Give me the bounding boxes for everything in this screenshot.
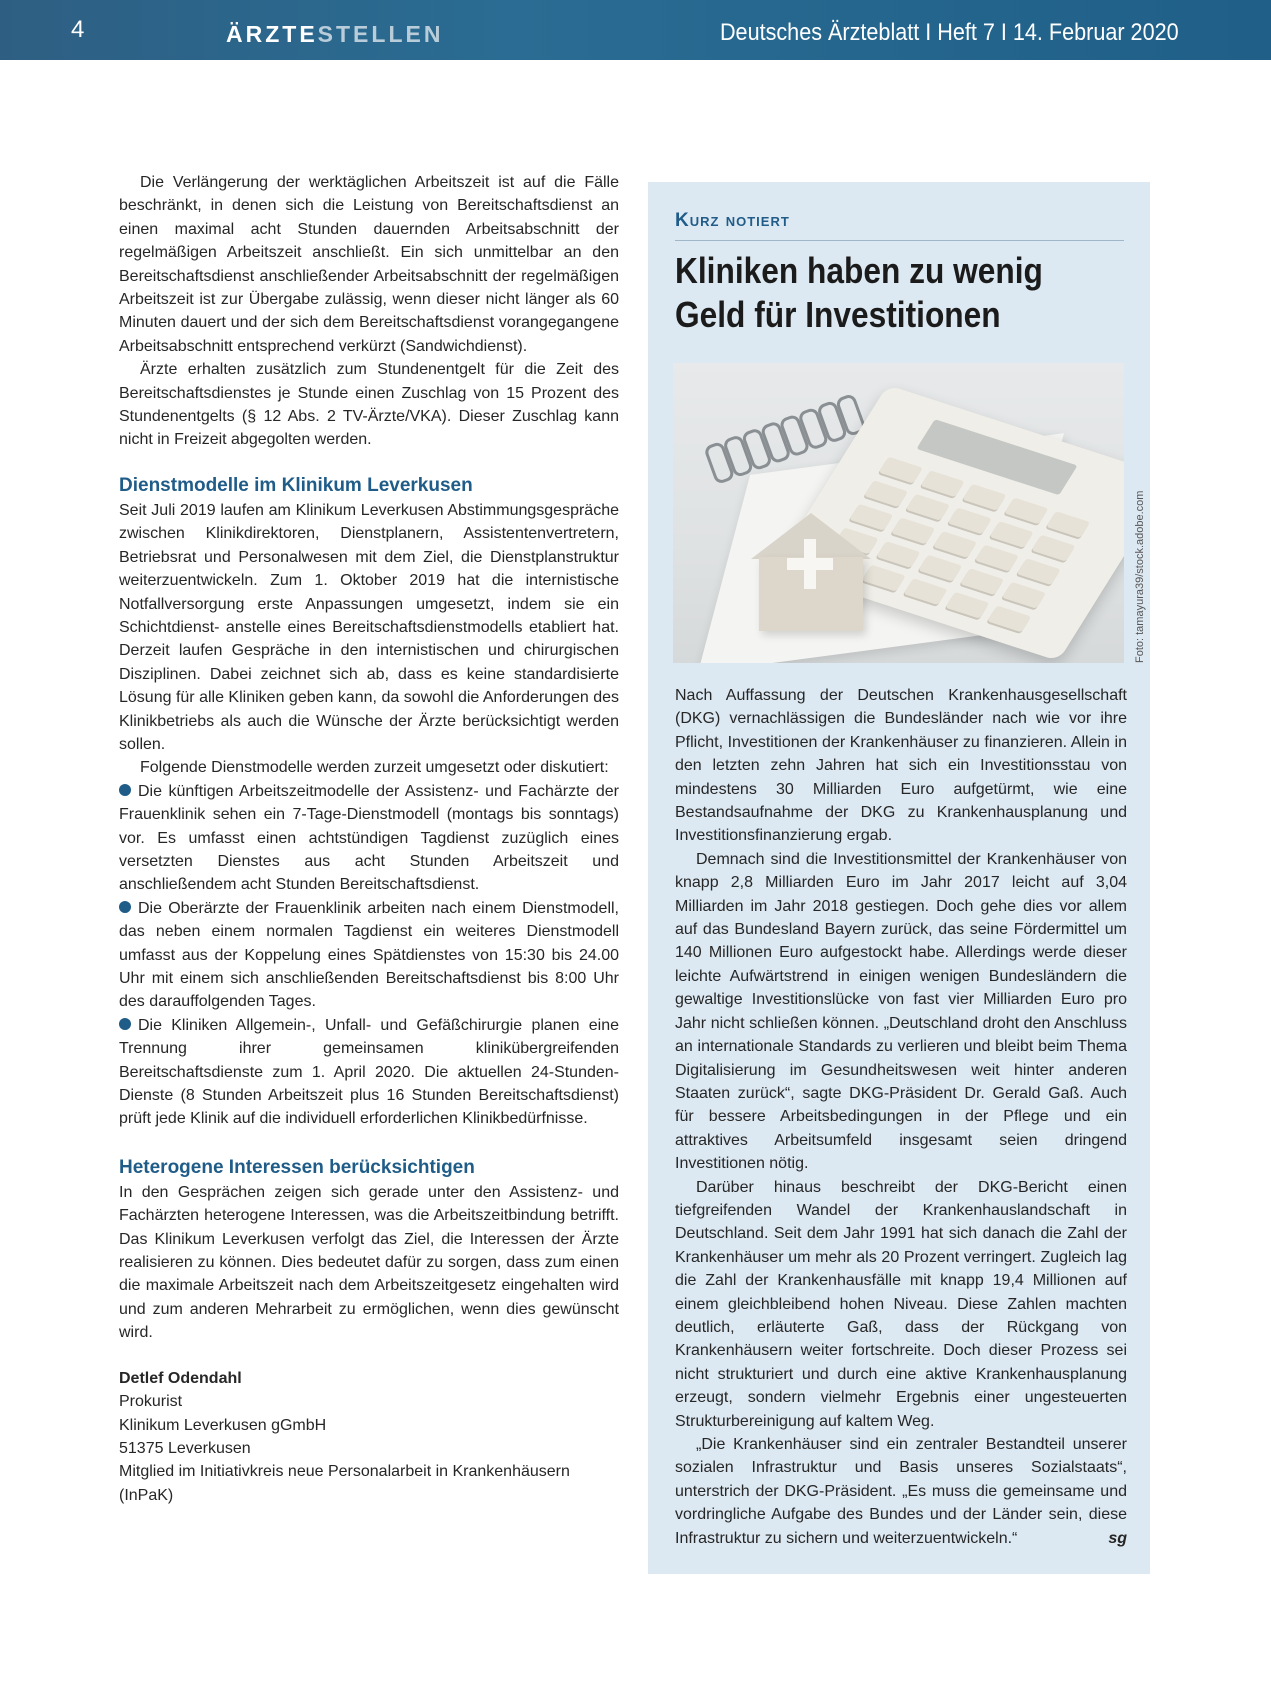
- intro-paragraph: Ärzte erhalten zusätzlich zum Stundenentgelt für die Zeit des Bereitschaftsdienstes je Stunde einen Zuschlag von 15 Prozent des Stundenentgelts (§ 12 Abs. 2 TV-Ärzte/VKA). Dieser Zuschlag kann nicht in Freizeit abgegolten werden.: [119, 361, 619, 449]
- bullet-text: Die Kliniken Allgemein-, Unfall- und Gefäßchirurgie planen eine Trennung ihrer gemeinsamen klinikübergreifenden Bereitschaftsdienste zum 1. April 2020. Die aktuellen 24-Stunden-Dienste (8 Stunden Arbeitszeit plus 16 Stunden Bereitschaftsdienst) prüft jede Klinik auf die individuell erforderlichen Klinikbedürfnisse.: [119, 1016, 619, 1128]
- body-paragraph: „Die Krankenhäuser sind ein zentraler Bestandteil unserer sozialen Infrastruktur und Basis unseres Sozialstaats“, unterstrich der DKG-Präsident. „Es muss die gemeinsame und vordringliche Aufgabe des Bundes und der Länder sein, diese Infrastruktur zu sichern und weiterzuentwickeln.“ sg: [675, 1433, 1127, 1550]
- author-org: Klinikum Leverkusen gGmbH: [119, 1416, 327, 1434]
- bullet-item: [119, 1014, 619, 1131]
- body-paragraph: Darüber hinaus beschreibt der DKG-Bericht einen tiefgreifenden Wandel der Krankenhauslandschaft in Deutschland. Seit dem Jahr 1991 hat sich danach die Zahl der Krankenhäuser um mehr als 20 Prozent verringert. Zugleich lag die Zahl der Krankenhausfälle mit knapp 19,4 Millionen auf einem gleichbleibend hohen Niveau. Diese Zahlen machten deutlich, erläuterte Gaß, dass der Rückgang von Krankenhäusern weiter fortschreite. Doch dieser Prozess sei nicht strukturiert und durch eine aktive Krankenhausplanung erzeugt, sondern vielmehr Ergebnis einer ungesteuerten Strukturbereinigung auf kaltem Weg.: [675, 1178, 1127, 1430]
- bullet-icon: [119, 784, 131, 796]
- bullet-text: Die Oberärzte der Frauenklinik arbeiten nach einem Dienstmodell, das neben einem normalen Tagdienst ein weiteres Dienstmodell umfasst aus der Koppelung eines Spätdienstes von 15:30 bis 24.00 Uhr mit einem sich anschließenden Bereitschaftsdienst bis 8:00 Uhr des darauffolgenden Tages.: [119, 899, 619, 1011]
- hospital-house-icon: [751, 513, 871, 631]
- body-paragraph: Folgende Dienstmodelle werden zurzeit umgesetzt oder diskutiert:: [140, 759, 609, 777]
- issue-info: Deutsches Ärzteblatt I Heft 7 I 14. Februar 2020: [720, 19, 1179, 46]
- intro-paragraph: Die Verlängerung der werktäglichen Arbeitszeit ist auf die Fälle beschränkt, in denen sich die Leistung von Bereitschaftsdienst an einen maximal acht Stunden dauernden Arbeitsabschnitt der regelmäßigen Arbeitszeit anschließt. Ein sich unmittelbar an den Bereitschaftsdienst anschließender Arbeitsabschnitt der regelmäßigen Arbeitszeit ist zur Übergabe zulässig, wenn dieser nicht länger als 60 Minuten dauert und der sich dem Bereitschaftsdienst vorangegangene Arbeitsabschnitt entsprechend verkürzt (Sandwichdienst).: [119, 174, 619, 355]
- author-city: 51375 Leverkusen: [119, 1439, 251, 1457]
- calculator-house-photo: [673, 363, 1124, 663]
- photo-credit: Foto: tamayura39/stock.adobe.com: [1134, 490, 1146, 663]
- bullet-text: Die künftigen Arbeitszeitmodelle der Assistenz- und Fachärzte der Frauenklinik sehen ein 7-Tage-Dienstmodell (montags bis sonntags) vor. Es umfasst einen achtstündigen Tagdienst zuzüglich eines versetzten Dienstes aus acht Stunden Arbeitszeit und anschließendem acht Stunden Bereitschaftsdienst.: [119, 782, 619, 894]
- sidebar-headline: Kliniken haben zu wenig Geld für Investitionen: [675, 250, 1043, 335]
- bullet-item: [119, 897, 619, 1014]
- author-name: Detlef Odendahl: [119, 1369, 242, 1387]
- sidebar-body: [675, 684, 1127, 1550]
- author-role: Prokurist: [119, 1393, 183, 1411]
- divider: [675, 240, 1124, 241]
- brand-logo: [226, 21, 443, 48]
- body-paragraph: In den Gesprächen zeigen sich gerade unter den Assistenz- und Fachärzten heterogene Interessen, was die Arbeitszeitbindung betrifft. Das Klinikum Leverkusen verfolgt das Ziel, die Interessen der Ärzte realisieren zu können. Dies bedeutet dafür zu sorgen, dass zum einen die maximale Arbeitszeit nach dem Arbeitszeitgesetz eingehalten wird und zum anderen Mehrarbeit zu ermöglichen, wenn dies gewünscht wird.: [119, 1183, 619, 1342]
- body-paragraph: Seit Juli 2019 laufen am Klinikum Leverkusen Abstimmungsgespräche zwischen Klinikdirektoren, Dienstplanern, Assistentenvertretern, Betriebsrat und Personalwesen mit dem Ziel, die Dienstplanstruktur weiterzuentwickeln. Zum 1. Oktober 2019 hat die internistische Notfallversorgung erste Anpassungen umgesetzt, indem sie ein Schichtdienst- anstelle eines Bereitschaftsdienstmodells etabliert hat. Derzeit laufen Gespräche in den internistischen und chirurgischen Disziplinen. Dabei zeichnet sich ab, dass es keine standardisierte Lösung für alle Kliniken geben kann, da sowohl die Anforderungen des Klinikbetriebs als auch die Wünsche der Ärzte berücksichtigt werden sollen.: [119, 501, 619, 753]
- brand-logo-part1: ÄRZTE: [226, 21, 318, 47]
- author-membership: Mitglied im Initiativkreis neue Personalarbeit in Krankenhäusern (InPaK): [119, 1463, 570, 1504]
- main-column: [119, 171, 619, 1507]
- sidebar-kicker: Kurz notiert: [675, 210, 790, 231]
- brand-logo-part2: STELLEN: [317, 21, 444, 47]
- section-heading: Heterogene Interessen berücksichtigen: [119, 1156, 475, 1178]
- body-paragraph: Demnach sind die Investitionsmittel der Krankenhäuser von knapp 2,8 Milliarden Euro im Jahr 2017 leicht auf 3,04 Milliarden im Jahr 2018 gestiegen. Doch gehe dies vor allem auf das Bundesland Bayern zurück, das seine Fördermittel um 140 Millionen Euro aufgestockt habe. Allerdings werde dieser leichte Aufwärtstrend in einigen wenigen Bundesländern die gewaltige Investitionslücke von fast vier Milliarden Euro pro Jahr nicht schließen können. „Deutschland droht den Anschluss an internationale Standards zu verlieren und bleibt beim Thema Digitalisierung im Gesundheitswesen weit hinter anderen Staaten zurück“, sagte DKG-Präsident Dr. Gerald Gaß. Auch für bessere Arbeitsbedingungen in der Pflege und ein attraktives Arbeitsumfeld insgesamt seien dringend Investitionen nötig.: [675, 850, 1127, 1173]
- bullet-item: [119, 780, 619, 897]
- author-initials: sg: [1108, 1529, 1127, 1547]
- news-sidebar: [648, 182, 1150, 1574]
- bullet-icon: [119, 1018, 131, 1030]
- bullet-icon: [119, 901, 131, 913]
- page-number: 4: [71, 16, 85, 43]
- section-heading: Dienstmodelle im Klinikum Leverkusen: [119, 474, 473, 496]
- page-header: [0, 0, 1271, 60]
- body-paragraph: Nach Auffassung der Deutschen Krankenhausgesellschaft (DKG) vernachlässigen die Bundesländer nach wie vor ihre Pflicht, Investitionen der Krankenhäuser zu finanzieren. Allein in den letzten zehn Jahren hat sich ein Investitionsstau von mindestens 30 Milliarden Euro aufgetürmt, wie eine Bestandsaufnahme der DKG zu Krankenhausplanung und Investitionsfinanzierung ergab.: [675, 687, 1127, 845]
